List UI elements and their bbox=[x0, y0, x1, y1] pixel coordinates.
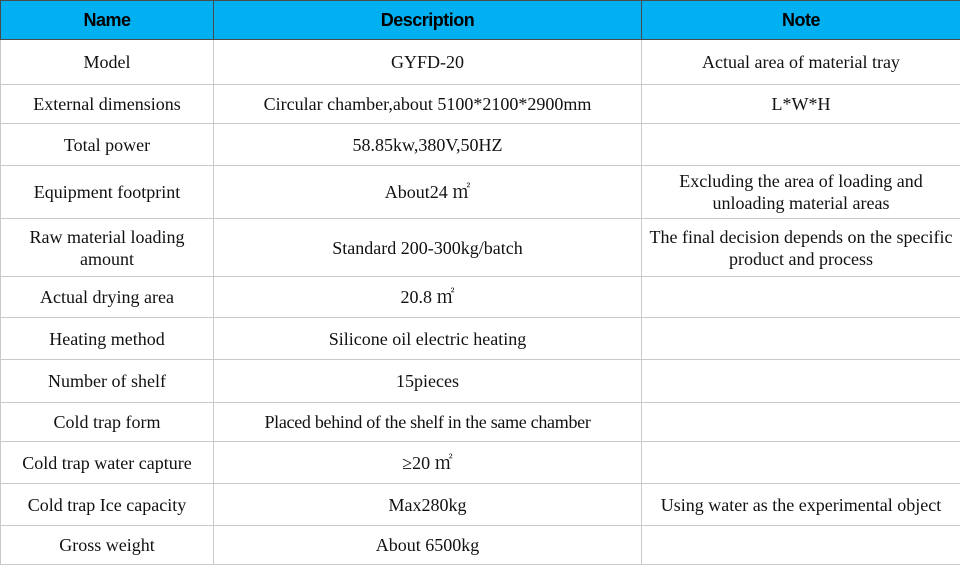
cell-description: Circular chamber,about 5100*2100*2900mm bbox=[214, 85, 642, 124]
header-note: Note bbox=[642, 1, 960, 40]
table-row bbox=[1, 318, 960, 360]
table-row bbox=[1, 277, 960, 318]
cell-name: Actual drying area bbox=[1, 277, 214, 318]
cell-description: About 6500kg bbox=[214, 526, 642, 565]
cell-name: Equipment footprint bbox=[1, 166, 214, 219]
table-row bbox=[1, 526, 960, 565]
cell-description: ≥20 ㎡ bbox=[214, 442, 642, 484]
table-row bbox=[1, 442, 960, 484]
cell-name: Heating method bbox=[1, 318, 214, 360]
cell-note bbox=[642, 442, 960, 484]
cell-note bbox=[642, 360, 960, 403]
cell-name: Number of shelf bbox=[1, 360, 214, 403]
cell-note: L*W*H bbox=[642, 85, 960, 124]
cell-note bbox=[642, 124, 960, 166]
table-body bbox=[1, 40, 960, 565]
cell-description: GYFD-20 bbox=[214, 40, 642, 85]
cell-name: Gross weight bbox=[1, 526, 214, 565]
cell-note: The final decision depends on the specific product and process bbox=[642, 219, 960, 277]
table-row bbox=[1, 85, 960, 124]
cell-description: 20.8 ㎡ bbox=[214, 277, 642, 318]
cell-note: Actual area of material tray bbox=[642, 40, 960, 85]
cell-description: Max280kg bbox=[214, 484, 642, 526]
cell-description: Silicone oil electric heating bbox=[214, 318, 642, 360]
cell-note: Using water as the experimental object bbox=[642, 484, 960, 526]
cell-name: Cold trap Ice capacity bbox=[1, 484, 214, 526]
cell-note bbox=[642, 277, 960, 318]
table-row bbox=[1, 403, 960, 442]
table-row bbox=[1, 484, 960, 526]
table-row bbox=[1, 219, 960, 277]
table-header bbox=[1, 1, 960, 40]
cell-note bbox=[642, 526, 960, 565]
table-row bbox=[1, 166, 960, 219]
cell-note bbox=[642, 403, 960, 442]
cell-name: Model bbox=[1, 40, 214, 85]
header-name: Name bbox=[1, 1, 214, 40]
cell-name: External dimensions bbox=[1, 85, 214, 124]
header-description: Description bbox=[214, 1, 642, 40]
cell-description: About24 ㎡ bbox=[214, 166, 642, 219]
table-row bbox=[1, 124, 960, 166]
cell-description: Standard 200-300kg/batch bbox=[214, 219, 642, 277]
header-row bbox=[1, 1, 960, 40]
table-row bbox=[1, 360, 960, 403]
cell-description: 15pieces bbox=[214, 360, 642, 403]
table-row bbox=[1, 40, 960, 85]
cell-note bbox=[642, 318, 960, 360]
cell-name: Cold trap water capture bbox=[1, 442, 214, 484]
cell-name: Raw material loading amount bbox=[1, 219, 214, 277]
cell-description: Placed behind of the shelf in the same chamber bbox=[214, 403, 642, 442]
cell-note: Excluding the area of loading and unloading material areas bbox=[642, 166, 960, 219]
cell-description: 58.85kw,380V,50HZ bbox=[214, 124, 642, 166]
cell-name: Cold trap form bbox=[1, 403, 214, 442]
cell-name: Total power bbox=[1, 124, 214, 166]
